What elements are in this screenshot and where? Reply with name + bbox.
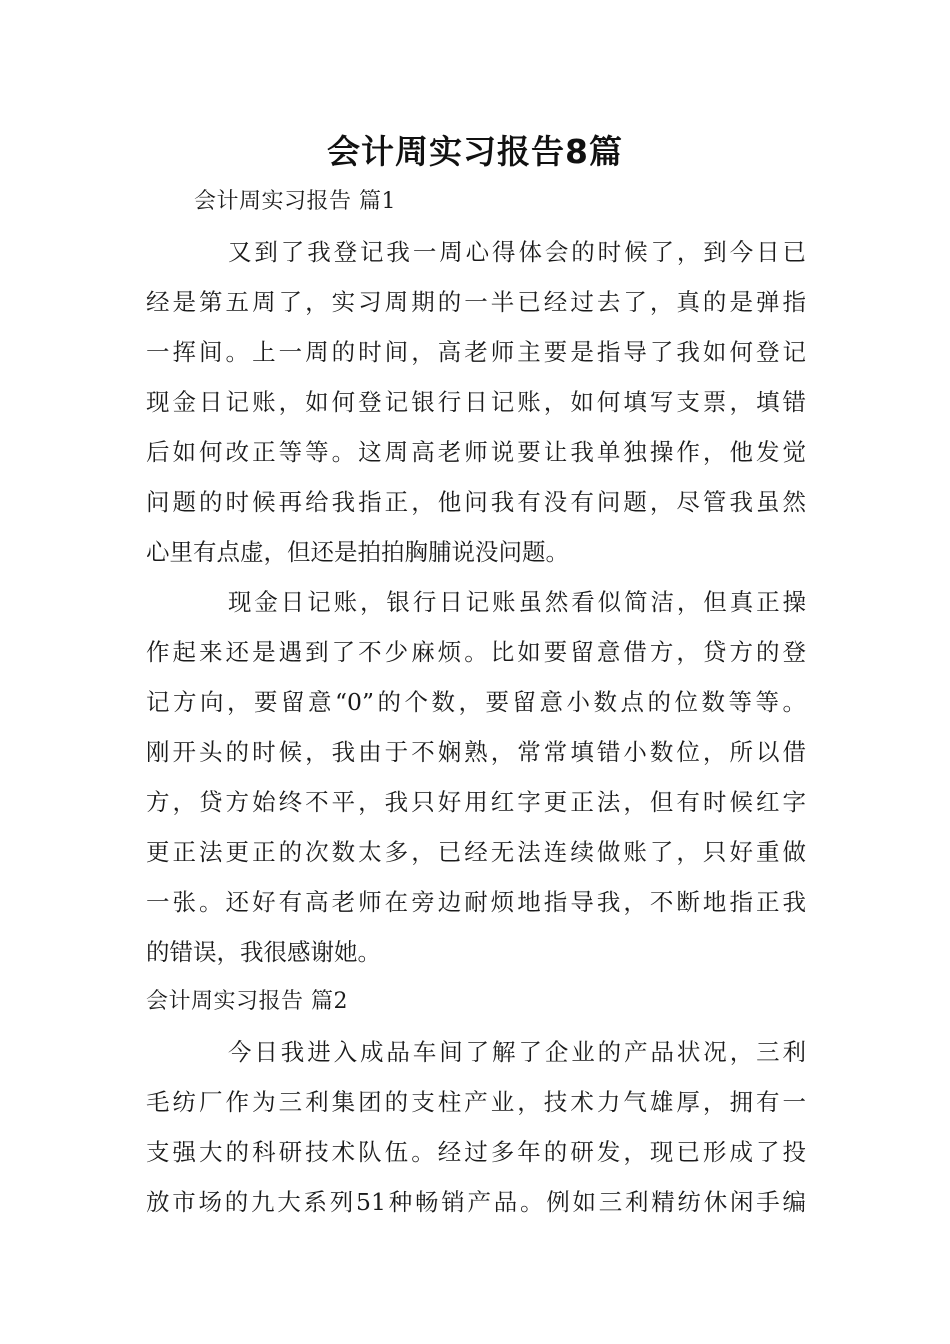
paragraph-line: 记方向，要留意“0”的个数，要留意小数点的位数等等。 — [146, 688, 806, 716]
paragraph-line: 更正法更正的次数太多，已经无法连续做账了，只好重做 — [146, 838, 806, 866]
document-title: 会计周实习报告8篇 — [327, 132, 623, 171]
paragraph-line: 经是第五周了，实习周期的一半已经过去了，真的是弹指 — [146, 288, 806, 316]
paragraph-line: 作起来还是遇到了不少麻烦。比如要留意借方，贷方的登 — [146, 638, 806, 666]
paragraph-line: 一张。还好有高老师在旁边耐烦地指导我，不断地指正我 — [146, 888, 806, 916]
paragraph-line: 放市场的九大系列51种畅销产品。例如三利精纺休闲手编 — [146, 1188, 806, 1216]
paragraph-line-last: 的错误，我很感谢她。 — [146, 938, 381, 966]
paragraph-line: 方，贷方始终不平，我只好用红字更正法，但有时候红字 — [146, 788, 806, 816]
section-heading-2: 会计周实习报告 篇2 — [146, 989, 348, 1014]
paragraph-line: 又到了我登记我一周心得体会的时候了，到今日已 — [228, 238, 806, 266]
paragraph-line: 刚开头的时候，我由于不娴熟，常常填错小数位，所以借 — [146, 738, 806, 766]
paragraph-line: 现金日记账，银行日记账虽然看似简洁，但真正操 — [228, 588, 806, 616]
document-body — [146, 184, 806, 1234]
paragraph-line: 一挥间。上一周的时间，高老师主要是指导了我如何登记 — [146, 338, 806, 366]
paragraph-line: 支强大的科研技术队伍。经过多年的研发，现已形成了投 — [146, 1138, 806, 1166]
paragraph-line: 毛纺厂作为三利集团的支柱产业，技术力气雄厚，拥有一 — [146, 1088, 806, 1116]
section-heading-1: 会计周实习报告 篇1 — [194, 189, 396, 214]
paragraph-line: 后如何改正等等。这周高老师说要让我单独操作，他发觉 — [146, 438, 806, 466]
paragraph-line-last: 心里有点虚，但还是拍拍胸脯说没问题。 — [146, 538, 569, 566]
paragraph-line: 问题的时候再给我指正，他问我有没有问题，尽管我虽然 — [146, 488, 806, 516]
paragraph-line: 现金日记账，如何登记银行日记账，如何填写支票，填错 — [146, 388, 806, 416]
paragraph-line: 今日我进入成品车间了解了企业的产品状况，三利 — [228, 1038, 806, 1066]
